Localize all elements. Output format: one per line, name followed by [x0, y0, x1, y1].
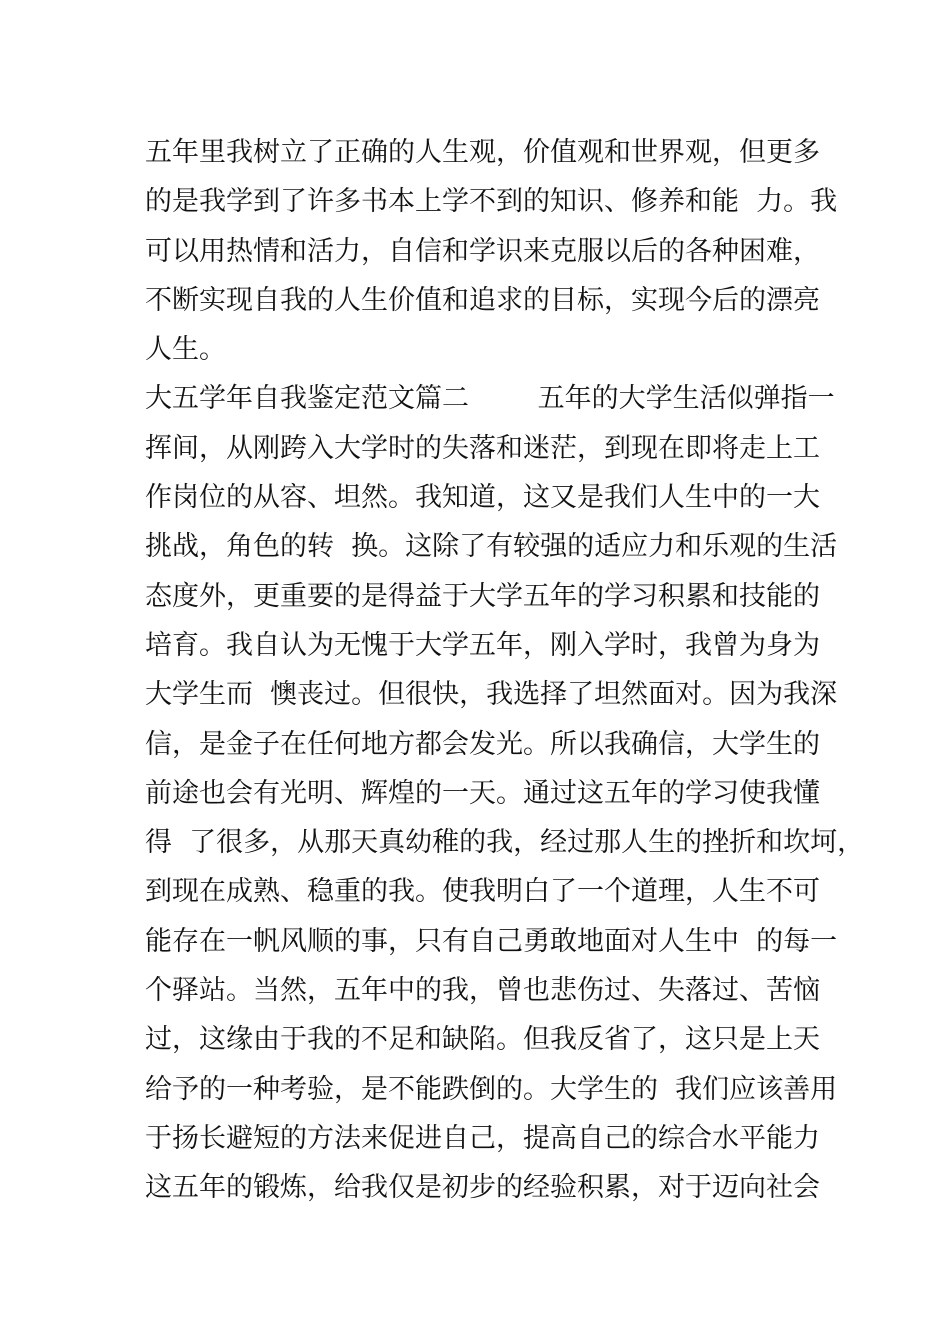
- text-line: 培育。我自认为无愧于大学五年，刚入学时，我曾为身为: [145, 629, 820, 661]
- text-line: 的是我学到了许多书本上学不到的知识、修养和能 力。我: [145, 186, 838, 218]
- text-line: 能存在一帆风顺的事，只有自己勇敢地面对人生中 的每一: [145, 925, 838, 957]
- text-line: 信，是金子在任何地方都会发光。所以我确信，大学生的: [145, 728, 820, 760]
- text-line: 作岗位的从容、坦然。我知道，这又是我们人生中的一大: [145, 482, 820, 514]
- text-line: 五年里我树立了正确的人生观，价值观和世界观，但更多: [145, 137, 820, 168]
- text-line: 这五年的锻炼，给我仅是初步的经验积累，对于迈向社会: [145, 1172, 820, 1204]
- text-line: 前途也会有光明、辉煌的一天。通过这五年的学习使我懂: [145, 777, 820, 809]
- text-line: 到现在成熟、稳重的我。使我明白了一个道理，人生不可: [145, 876, 820, 908]
- text-line: 可以用热情和活力，自信和学识来克服以后的各种困难，: [145, 235, 820, 267]
- text-line: 挥间，从刚跨入大学时的失落和迷茫，到现在即将走上工: [145, 432, 820, 464]
- text-line: 人生。: [145, 334, 226, 366]
- text-line: 态度外，更重要的是得益于大学五年的学习积累和技能的: [145, 580, 820, 612]
- text-line: 挑战，角色的转 换。这除了有较强的适应力和乐观的生活: [145, 531, 838, 563]
- section-heading-line: 大五学年自我鉴定范文篇二 五年的大学生活似弹指一: [145, 383, 835, 415]
- text-line: 大学生而 懊丧过。但很快，我选择了坦然面对。因为我深: [145, 679, 838, 711]
- text-line: 个驿站。当然，五年中的我，曾也悲伤过、失落过、苦恼: [145, 975, 820, 1007]
- text-line: 于扬长避短的方法来促进自己，提高自己的综合水平能力: [145, 1122, 820, 1154]
- text-line: 得 了很多，从那天真幼稚的我，经过那人生的挫折和坎坷，: [145, 827, 865, 859]
- text-line: 不断实现自我的人生价值和追求的目标，实现今后的漂亮: [145, 284, 820, 316]
- body-text: [145, 128, 865, 1213]
- text-line: 过，这缘由于我的不足和缺陷。但我反省了，这只是上天: [145, 1024, 820, 1056]
- text-line: 给予的一种考验，是不能跌倒的。大学生的 我们应该善用: [145, 1073, 838, 1105]
